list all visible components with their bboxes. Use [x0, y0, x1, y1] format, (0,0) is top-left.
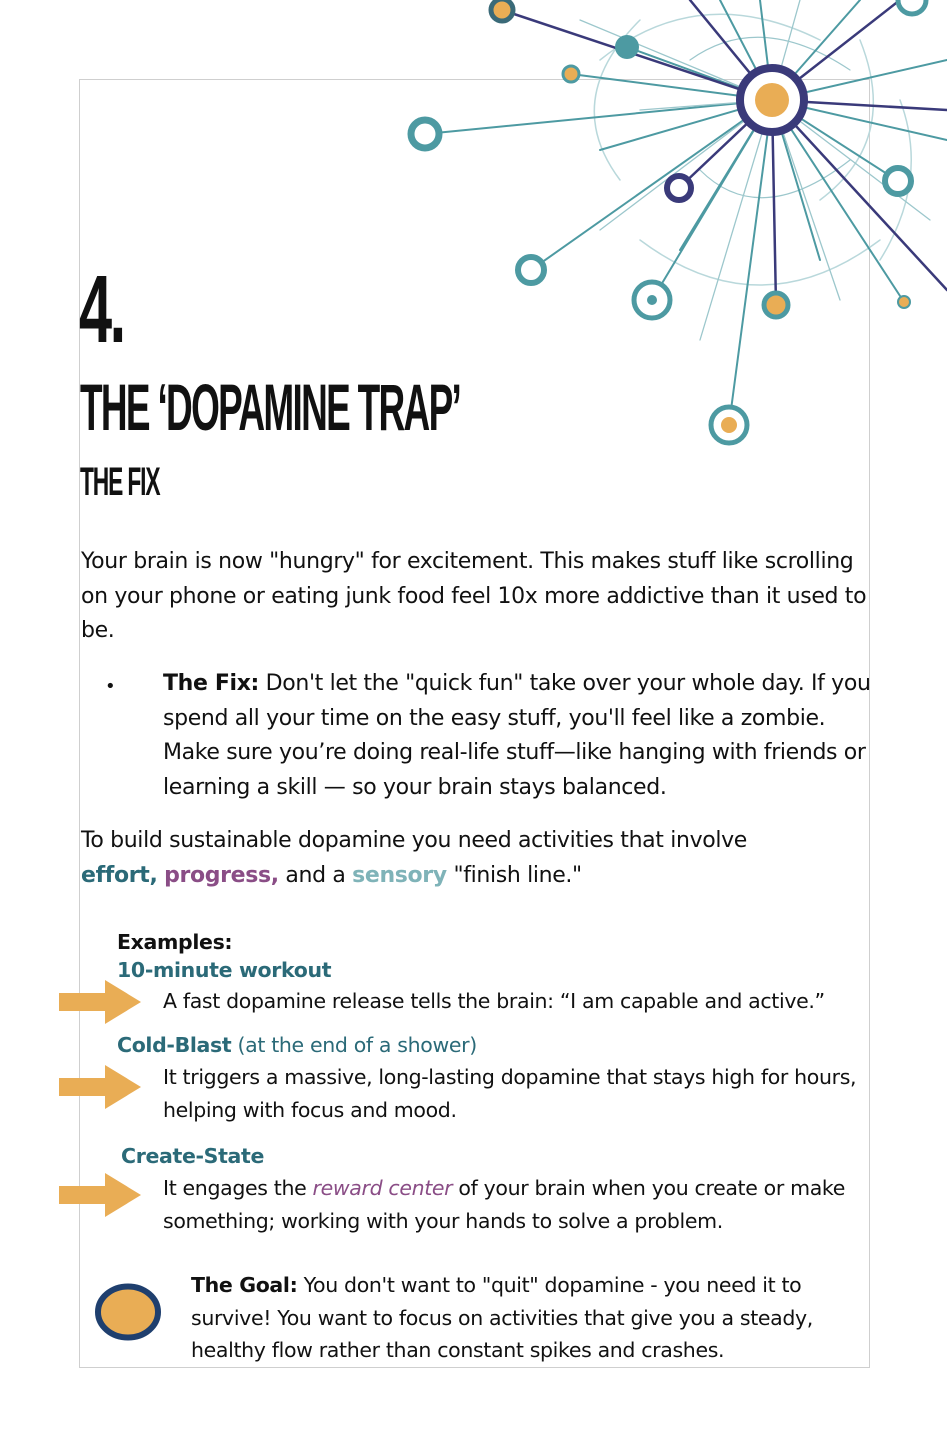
intro-paragraph: Your brain is now "hungry" for excitement. This makes stuff like scrolling on your phone or eating junk food feel 10x more addictive than it used to be. — [81, 549, 867, 643]
keyword-effort: effort, — [81, 862, 158, 888]
example-subtitle: (at the end of a shower) — [231, 1033, 477, 1057]
keyword-progress: progress, — [164, 862, 279, 888]
example-title: Create-State — [121, 1144, 265, 1168]
arrow-right-icon — [59, 1171, 141, 1219]
keyword-sensory: sensory — [352, 862, 447, 888]
example-title: 10-minute workout — [117, 958, 332, 982]
section-title: THE ‘DOPAMINE TRAP’ — [80, 370, 461, 444]
neuron-network-illustration — [400, 0, 947, 450]
example-title — [117, 1029, 477, 1062]
goal-text: You don't want to "quit" dopamine - you need it to survive! You want to focus on activities that give you a steady, healthy flow rather than constant spikes and crashes. — [191, 1273, 813, 1362]
section-number: 4. — [79, 256, 124, 363]
goal-paragraph — [191, 1269, 881, 1367]
section-subtitle: THE FIX — [80, 460, 160, 504]
build-and-a: and a — [278, 862, 353, 888]
example-desc-after: of your brain when you create or make something; working with your hands to solve a problem. — [163, 1176, 845, 1233]
example-title-text: Cold-Blast — [117, 1033, 232, 1057]
arrow-right-icon — [59, 1063, 141, 1111]
arrow-right-icon — [59, 978, 141, 1026]
goal-label: The Goal: — [191, 1273, 298, 1297]
reward-center-emphasis: reward center — [312, 1176, 453, 1200]
build-tail: "finish line." — [446, 862, 582, 888]
fix-text: Don't let the "quick fun" take over your whole day. If you spend all your time on the easy stuff, you'll feel like a zombie. Make sure you’re doing real-life stuff—like hanging with friends or learning a skill — so your brain stays balanced. — [163, 671, 871, 800]
bullet-marker: • — [105, 676, 116, 697]
goal-circle-icon — [94, 1283, 162, 1341]
fix-paragraph — [163, 667, 883, 805]
build-lead: To build sustainable dopamine you need activities that involve — [81, 828, 747, 853]
examples-heading: Examples: — [117, 930, 233, 954]
example-desc-before: It engages the — [163, 1176, 313, 1200]
example-description — [163, 1172, 883, 1237]
example-description: It triggers a massive, long-lasting dopamine that stays high for hours, helping with focus and mood. — [163, 1065, 857, 1122]
example-description: A fast dopamine release tells the brain: “I am capable and active.” — [163, 989, 825, 1013]
fix-label: The Fix: — [163, 671, 260, 696]
build-paragraph — [81, 824, 881, 893]
